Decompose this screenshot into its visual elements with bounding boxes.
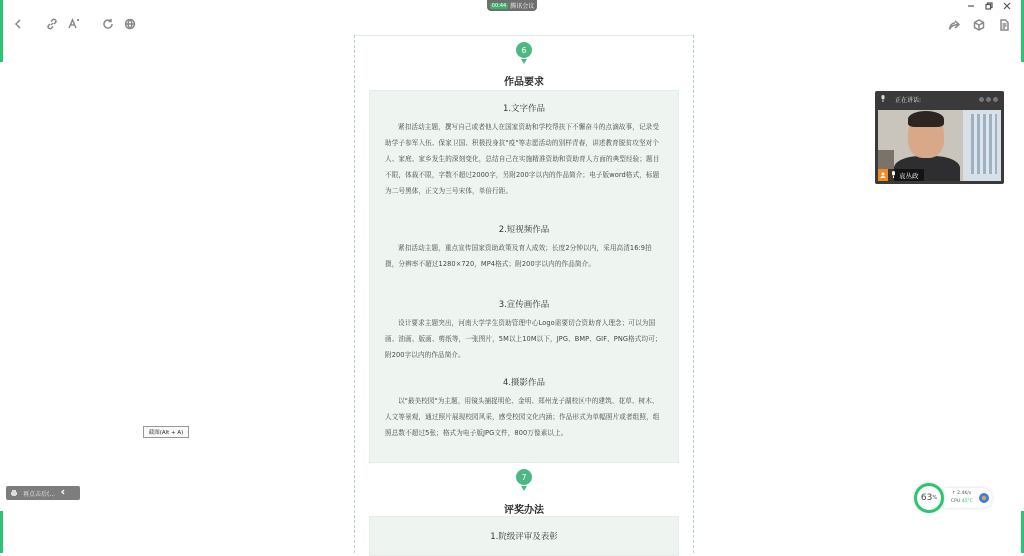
badge-pointer xyxy=(521,59,527,64)
link-icon[interactable] xyxy=(44,16,60,32)
browser-toolbar-left xyxy=(10,16,138,32)
para-line: JPG、BMP、GIF、PNG格式均可；附200字以内的作品简介。 xyxy=(385,335,662,359)
font-size-icon[interactable] xyxy=(66,16,82,32)
microphone-icon xyxy=(891,171,896,180)
share-frame-corner xyxy=(0,0,3,62)
para-line: 作品形式为单幅照片或者组照，组照总数不超过5张；格式为电子版JPG文 xyxy=(385,413,660,437)
item-text-works xyxy=(385,102,663,199)
para-line: 正文为三号宋体，单倍行距。 xyxy=(425,187,513,195)
speaker-header xyxy=(875,91,1004,108)
requirements-panel xyxy=(369,90,679,463)
item-photography xyxy=(385,376,663,441)
section-title: 作品要求 xyxy=(504,77,544,88)
para-line: 滴故事，记录受助学子参军入伍、保家卫国、积极投身抗"疫"等志愿活动的别 xyxy=(385,123,660,147)
performance-widget[interactable] xyxy=(914,483,994,513)
section-title: 评奖办法 xyxy=(504,505,544,516)
meeting-status-pill[interactable] xyxy=(487,0,537,11)
item-poster xyxy=(385,298,663,363)
user-icon xyxy=(878,169,888,181)
para-line: 理念；可以为国画、油画、版画、剪纸等，一张图片，5M以上10M以下， xyxy=(385,319,656,343)
para-line: 设计要求主题突出，河南大学学生资助管理中心Logo需要切合资助育人 xyxy=(398,319,609,327)
item-paragraph xyxy=(385,240,663,272)
audio-level-indicator xyxy=(979,97,998,102)
window-controls xyxy=(966,1,1012,11)
divider xyxy=(355,35,693,36)
para-line: 筑、花草、树木、人文等景观，通过照片展现校园风采，感受校园文化内涵； xyxy=(385,397,659,421)
para-line: 件，800万像素以上。 xyxy=(501,429,568,437)
para-line: 样青春，讲述教育脱贫攻坚对个人、家庭、家乡发生的深刻变化，总结自己在 xyxy=(385,139,660,163)
item-title: 1.文字作品 xyxy=(502,104,546,114)
item-title: 2.短视频作品 xyxy=(498,225,550,235)
cpu-temperature xyxy=(951,499,973,504)
para-line: 品简介。 xyxy=(568,260,596,268)
meeting-timer: 00:44 xyxy=(491,2,507,9)
app-logo-icon xyxy=(979,493,989,503)
item-short-video xyxy=(385,223,663,272)
para-line: 2000字，另附200字以内的作品简介；电子版word格式，标题为二号黑体， xyxy=(385,171,660,195)
minimized-window-bar[interactable] xyxy=(6,486,80,500)
para-line: 实施精准资助和资助育人方面的典型经验；题目不限，体裁不限，字数不超过 xyxy=(385,155,660,179)
cpu-label: CPU xyxy=(951,499,961,504)
memory-usage-ring xyxy=(914,483,944,513)
share-icon[interactable] xyxy=(946,17,962,33)
minimize-icon[interactable] xyxy=(966,1,976,11)
para-line: 紧扣活动主题，重点宣传国家资助政策及育人成效；长度2分钟以内，采 xyxy=(398,244,610,252)
network-speed: ↑ 2.4K/s xyxy=(952,491,972,496)
speaker-name: 袁丛政 xyxy=(899,171,919,180)
item-paragraph xyxy=(385,119,663,199)
award-panel xyxy=(369,516,679,556)
printer-icon xyxy=(10,489,18,497)
minimized-label: 再点击后(... xyxy=(23,490,56,498)
section-number-badge: 7 xyxy=(516,469,532,485)
para-line: 用高清16:9拍摄，分辨率不超过1280×720，MP4格式；附200字以内的作 xyxy=(385,244,652,268)
screenshot-hint-label[interactable]: 截图(Alt + A) xyxy=(143,426,189,438)
meeting-app-label: 腾讯会议 xyxy=(510,3,535,10)
browser-toolbar-right xyxy=(946,17,1012,33)
article-document xyxy=(354,35,694,553)
speaking-label: 正在讲话: xyxy=(895,97,922,104)
para-line: 以"最美校园"为主题，用镜头捕捉明伦、金明、郑州龙子湖校区中的建 xyxy=(398,397,606,405)
item-college-review xyxy=(385,530,663,547)
item-title: 1.院级评审及表彰 xyxy=(490,532,558,542)
share-frame-corner xyxy=(0,511,3,553)
item-title: 4.摄影作品 xyxy=(502,378,546,388)
active-speaker-panel[interactable] xyxy=(875,91,1004,184)
refresh-icon[interactable] xyxy=(100,16,116,32)
item-title: 3.宣传画作品 xyxy=(498,300,550,310)
document-icon[interactable] xyxy=(996,17,1012,33)
item-paragraph xyxy=(385,393,663,441)
close-icon[interactable] xyxy=(1002,1,1012,11)
back-icon[interactable] xyxy=(10,16,26,32)
speaker-name-tag xyxy=(878,169,924,181)
cube-icon[interactable] xyxy=(971,17,987,33)
usage-percent: 63 xyxy=(920,493,933,503)
globe-icon[interactable] xyxy=(122,16,138,32)
section-number-badge: 6 xyxy=(516,42,532,58)
perf-details xyxy=(944,488,992,508)
chevron-left-icon[interactable] xyxy=(60,489,66,497)
badge-pointer xyxy=(521,486,527,491)
usage-percent-unit: % xyxy=(932,495,938,501)
microphone-icon xyxy=(880,95,886,104)
para-line: 紧扣活动主题，撰写自己或者他人在国家资助和学校帮扶下不懈奋斗的点 xyxy=(398,123,613,131)
item-paragraph xyxy=(385,315,663,363)
restore-icon[interactable] xyxy=(984,1,994,11)
cpu-temp-value: 45°C xyxy=(961,499,973,504)
network-speed-value: 2.4K/s xyxy=(957,491,972,496)
